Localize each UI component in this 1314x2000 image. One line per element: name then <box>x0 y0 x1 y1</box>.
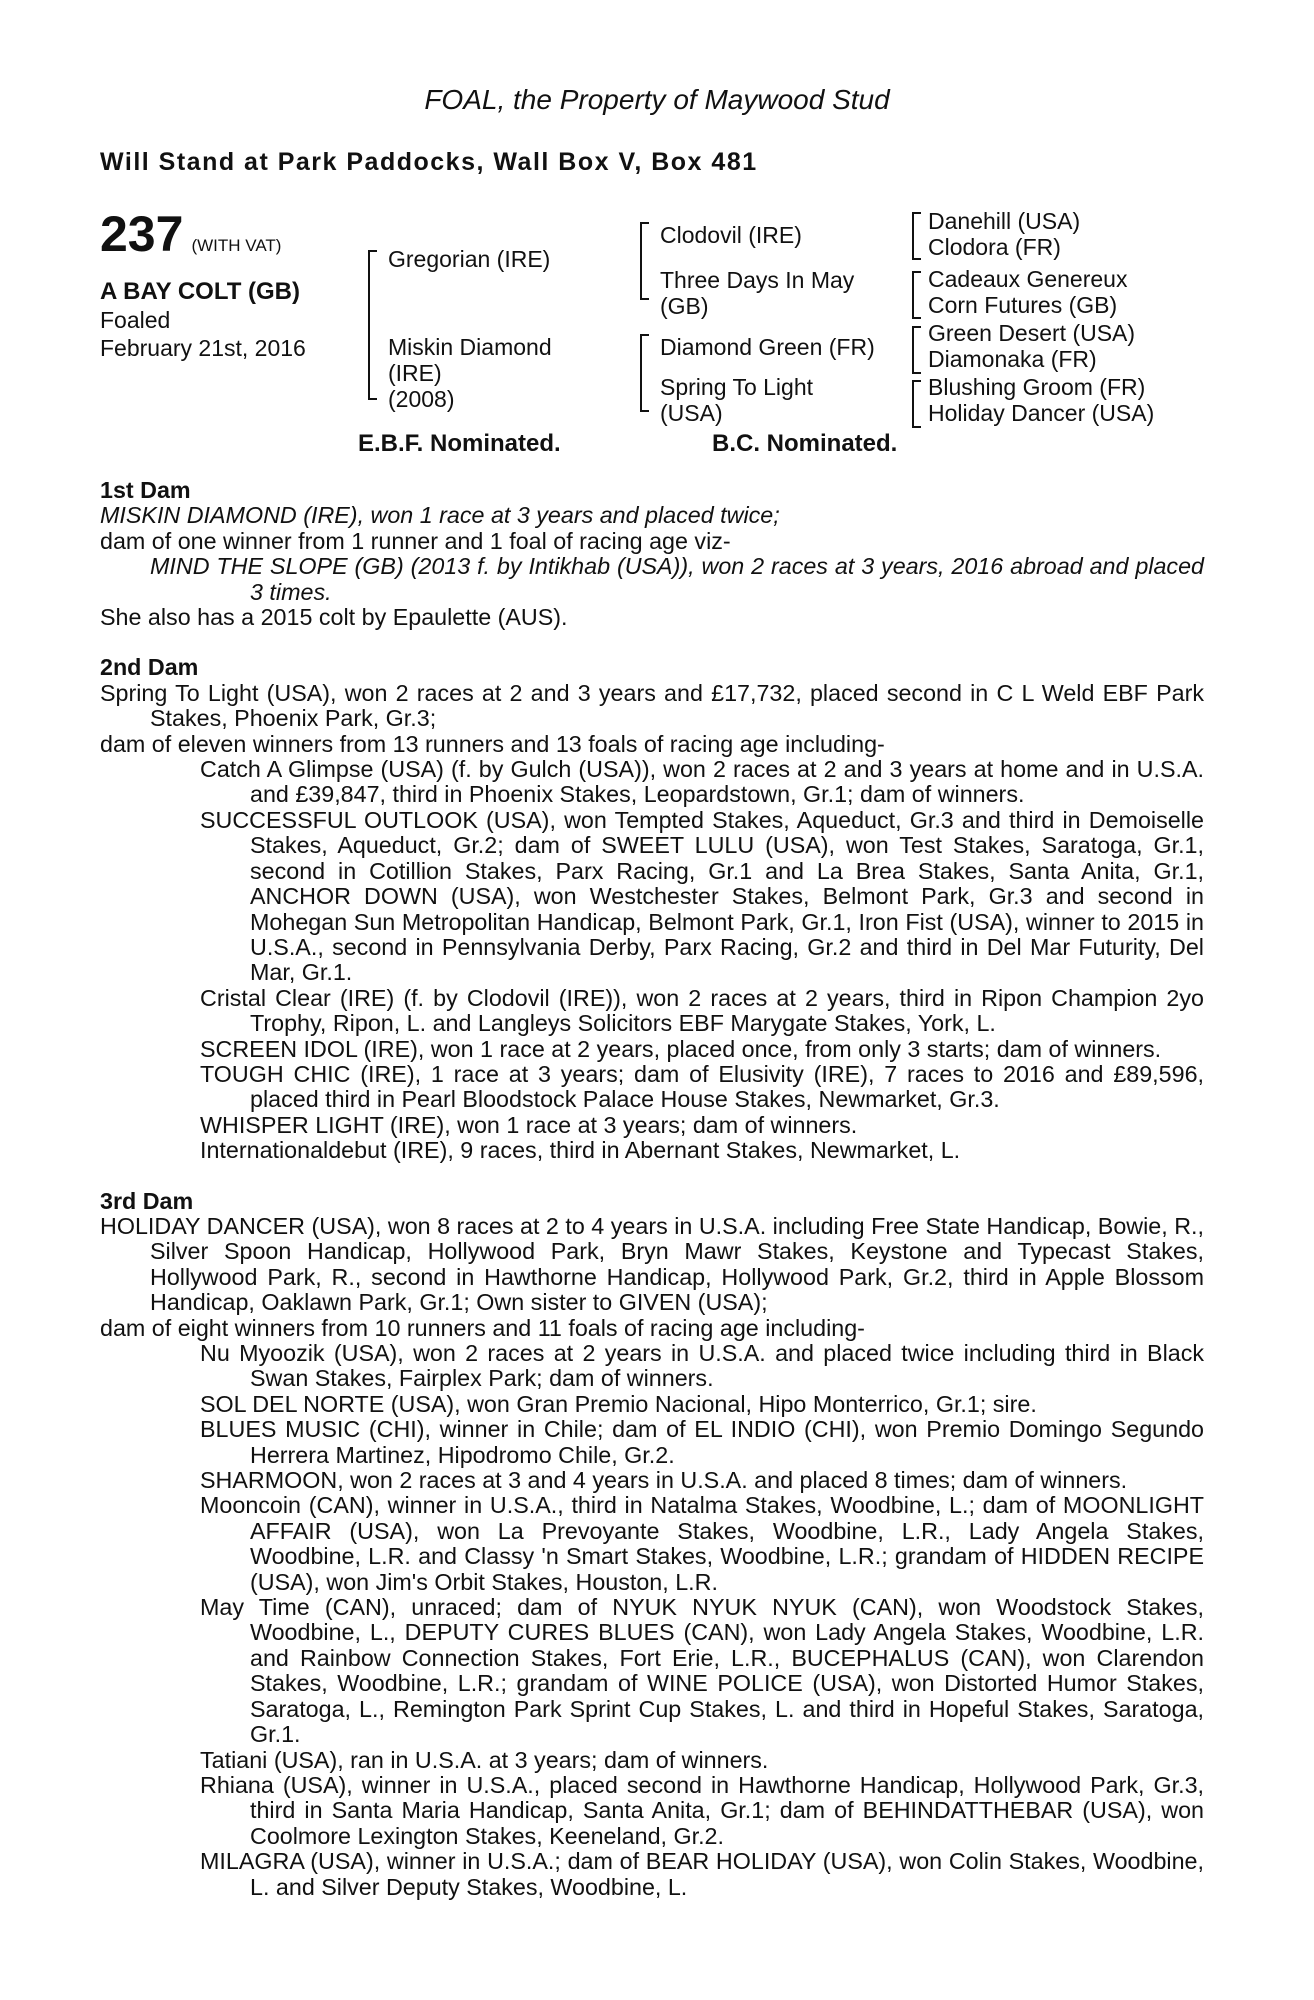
first-dam-line: MISKIN DIAMOND (IRE), won 1 race at 3 years and placed twice; <box>100 502 780 529</box>
third-dam-line: Rhiana (USA), winner in U.S.A., placed second in Hawthorne Handicap, Hollywood Park, Gr.3, third in Santa Maria Handicap, Santa Anita, Gr.1; dam of BEHINDATTHEBAR (USA), won Coolmore Lexington Stakes, Keeneland, Gr.2. <box>200 1771 1204 1849</box>
pedigree-brace <box>912 380 921 428</box>
second-dam-line: SUCCESSFUL OUTLOOK (USA), won Tempted Stakes, Aqueduct, Gr.3 and third in Demoiselle Stakes, Aqueduct, Gr.2; dam of SWEET LULU (USA), won Test Stakes, Saratoga, Gr.1, second in Cotillion Stakes, Parx Racing, Gr.1 and La Brea Stakes, Santa Anita, Gr.1, ANCHOR DOWN (USA), won Westchester Stakes, Belmont Park, Gr.3 and second in Mohegan Sun Metropolitan Handicap, Belmont Park, Gr.1, Iron Fist (USA), winner to 2015 in U.S.A., second in Pennsylvania Derby, Parx Racing, Gr.2 and third in Del Mar Futurity, Del Mar, Gr.1. <box>200 806 1204 986</box>
pedigree-dam-sire: Diamond Green (FR) <box>660 334 875 360</box>
pedigree-g8: Holiday Dancer (USA) <box>928 400 1155 426</box>
third-dam-line: Tatiani (USA), ran in U.S.A. at 3 years; dam of winners. <box>200 1746 769 1773</box>
lot-description: A BAY COLT (GB) <box>100 278 301 305</box>
pedigree-g6: Diamonaka (FR) <box>928 346 1097 372</box>
pedigree-sire-sire: Clodovil (IRE) <box>660 222 802 248</box>
pedigree-brace <box>912 326 921 374</box>
lot-number: 237 <box>100 206 184 262</box>
pedigree-dam-dam-line: Spring To Light <box>660 374 814 400</box>
catalogue-body <box>100 478 1204 1900</box>
third-dam-line: SOL DEL NORTE (USA), won Gran Premio Nacional, Hipo Monterrico, Gr.1; sire. <box>200 1390 1037 1417</box>
pedigree-dam-line: Miskin Diamond <box>388 334 552 360</box>
pedigree-dam-line: (IRE) <box>388 360 442 386</box>
pedigree-g3: Cadeaux Genereux <box>928 266 1128 292</box>
pedigree-g1: Danehill (USA) <box>928 208 1081 234</box>
third-dam-heading: 3rd Dam <box>100 1187 194 1214</box>
second-dam-line: Cristal Clear (IRE) (f. by Clodovil (IRE)), won 2 races at 2 years, third in Ripon Champion 2yo Trophy, Ripon, L. and Langleys Solicitors EBF Marygate Stakes, York, L. <box>200 984 1204 1037</box>
second-dam-line: SCREEN IDOL (IRE), won 1 race at 2 years, placed once, from only 3 starts; dam of winners. <box>200 1035 1162 1062</box>
second-dam-line: WHISPER LIGHT (IRE), won 1 race at 3 years; dam of winners. <box>200 1111 858 1138</box>
stand-location: Will Stand at Park Paddocks, Wall Box V, Box 481 <box>100 148 758 176</box>
pedigree-sire: Gregorian (IRE) <box>388 246 551 272</box>
pedigree-g4: Corn Futures (GB) <box>928 292 1118 318</box>
pedigree-sire-dam-line: Three Days In May <box>660 267 855 293</box>
pedigree-g2: Clodora (FR) <box>928 234 1061 260</box>
foaled-date: February 21st, 2016 <box>100 335 306 361</box>
pedigree-dam-line: (2008) <box>388 386 455 412</box>
lot-info <box>100 278 306 362</box>
third-dam-line: Mooncoin (CAN), winner in U.S.A., third in Natalma Stakes, Woodbine, L.; dam of MOONLIGHT AFFAIR (USA), won La Prevoyante Stakes, Woodbine, L.R., Lady Angela Stakes, Woodbine, L.R. and Classy 'n Smart Stakes, Woodbine, L.R.; grandam of HIDDEN RECIPE (USA), won Jim's Orbit Stakes, Houston, L.R. <box>200 1492 1204 1595</box>
second-dam-line: TOUGH CHIC (IRE), 1 race at 3 years; dam of Elusivity (IRE), 7 races to 2016 and £89,596, placed third in Pearl Bloodstock Palace House Stakes, Newmarket, Gr.3. <box>200 1060 1204 1113</box>
third-dam-line: SHARMOON, won 2 races at 3 and 4 years in U.S.A. and placed 8 times; dam of winners. <box>200 1467 1128 1494</box>
foaled-label: Foaled <box>100 307 171 333</box>
first-dam-heading: 1st Dam <box>100 477 191 503</box>
pedigree-brace <box>912 212 921 260</box>
first-dam-line: dam of one winner from 1 runner and 1 foal of racing age viz- <box>100 527 731 554</box>
pedigree-sire-dam-line: (GB) <box>660 293 709 319</box>
third-dam-line: May Time (CAN), unraced; dam of NYUK NYUK NYUK (CAN), won Woodstock Stakes, Woodbine, L., DEPUTY CURES BLUES (CAN), won Lady Angela Stakes, Woodbine, L.R. and Rainbow Connection Stakes, Fort Erie, L.R., BUCEPHALUS (CAN), won Clarendon Stakes, Woodbine, L.R.; grandam of WINE POLICE (USA), won Distorted Humor Stakes, Saratoga, L., Remington Park Sprint Cup Stakes, L. and third in Hopeful Stakes, Saratoga, Gr.1. <box>200 1594 1204 1748</box>
pedigree-dam-dam <box>660 374 813 426</box>
pedigree-dam-dam-line: (USA) <box>660 400 723 426</box>
third-dam-line: dam of eight winners from 10 runners and 11 foals of racing age including- <box>100 1314 865 1341</box>
pedigree-brace <box>912 271 921 319</box>
pedigree-brace <box>368 250 377 400</box>
pedigree-g7: Blushing Groom (FR) <box>928 374 1146 400</box>
lot-number-block <box>100 205 281 263</box>
third-dam-line: HOLIDAY DANCER (USA), won 8 races at 2 to 4 years in U.S.A. including Free State Handicap, Bowie, R., Silver Spoon Handicap, Hollywood Park, Bryn Mawr Stakes, Keystone and Typecast Stakes, Hollywood Park, R., second in Hawthorne Handicap, Hollywood Park, Gr.2, third in Apple Blossom Handicap, Oaklawn Park, Gr.1; Own sister to GIVEN (USA); <box>100 1212 1204 1316</box>
page-title: FOAL, the Property of Maywood Stud <box>424 84 890 115</box>
third-dam-line: MILAGRA (USA), winner in U.S.A.; dam of BEAR HOLIDAY (USA), won Colin Stakes, Woodbine, L. and Silver Deputy Stakes, Woodbine, L. <box>200 1848 1204 1900</box>
pedigree-brace <box>640 334 649 412</box>
second-dam-line: Internationaldebut (IRE), 9 races, third in Abernant Stakes, Newmarket, L. <box>200 1137 961 1164</box>
second-dam-line: Catch A Glimpse (USA) (f. by Gulch (USA)), won 2 races at 2 and 3 years at home and in U.S.A. and £39,847, third in Phoenix Stakes, Leopardstown, Gr.1; dam of winners. <box>200 756 1204 808</box>
second-dam-heading: 2nd Dam <box>100 654 199 681</box>
pedigree-sire-dam <box>660 267 854 319</box>
second-dam-line: Spring To Light (USA), won 2 races at 2 and 3 years and £17,732, placed second in C L Weld EBF Park Stakes, Phoenix Park, Gr.3; <box>100 679 1204 732</box>
vat-note: (WITH VAT) <box>191 236 282 255</box>
bc-nominated: B.C. Nominated. <box>712 430 898 457</box>
pedigree-brace <box>640 222 649 300</box>
pedigree-dam <box>388 334 552 412</box>
third-dam-line: BLUES MUSIC (CHI), winner in Chile; dam of EL INDIO (CHI), won Premio Domingo Segundo Herrera Martinez, Hipodromo Chile, Gr.2. <box>200 1416 1204 1468</box>
second-dam-line: dam of eleven winners from 13 runners and 13 foals of racing age including- <box>100 730 885 757</box>
pedigree-g5: Green Desert (USA) <box>928 320 1136 346</box>
first-dam-line: MIND THE SLOPE (GB) (2013 f. by Intikhab (USA)), won 2 races at 3 years, 2016 abroad and placed 3 times. <box>150 553 1204 605</box>
third-dam-line: Nu Myoozik (USA), won 2 races at 2 years in U.S.A. and placed twice including third in Black Swan Stakes, Fairplex Park; dam of winners. <box>200 1340 1204 1392</box>
ebf-nominated: E.B.F. Nominated. <box>358 430 561 457</box>
first-dam-line: She also has a 2015 colt by Epaulette (AUS). <box>100 604 568 631</box>
